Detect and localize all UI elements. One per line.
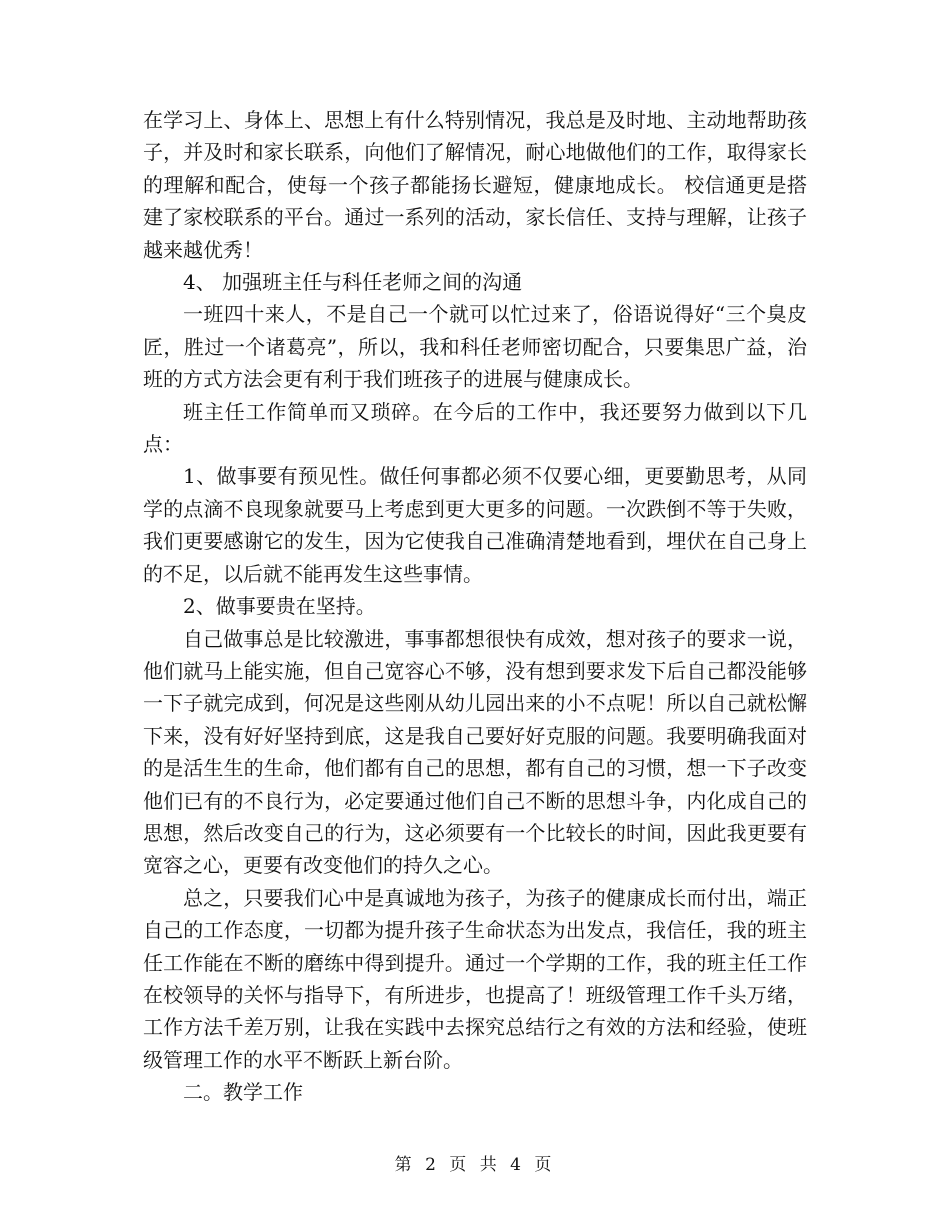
paragraph: 1、做事要有预见性。做任何事都必须不仅要心细，更要勤思考，从同学的点滴不良现象就要马上考虑到更大更多的问题。一次跌倒不等于失败，我们更要感谢它的发生，因为它使我自己准确清楚地看到，埋伏在自己身上的不足，以后就不能再发生这些事情。 — [143, 464, 807, 586]
section-heading: 4、 加强班主任与科任老师之间的沟通 — [183, 270, 523, 295]
page-number-footer: 第 2 页 共 4 页 — [394, 1155, 556, 1175]
section-heading: 二。教学工作 — [183, 1080, 303, 1105]
document-body — [143, 104, 807, 1109]
paragraph: 在学习上、身体上、思想上有什么特别情况，我总是及时地、主动地帮助孩子，并及时和家长联系，向他们了解情况，耐心地做他们的工作，取得家长的理解和配合，使每一个孩子都能扬长避短，健康地成长。 校信通更是搭建了家校联系的平台。通过一系列的活动，家长信任、支持与理解，让孩子越来越优秀！ — [143, 108, 807, 262]
paragraph: 自己做事总是比较激进，事事都想很快有成效，想对孩子的要求一说，他们就马上能实施，但自己宽容心不够，没有想到要求发下后自己都没能够一下子就完成到，何况是这些刚从幼儿园出来的小不点呢！所以自己就松懈下来，没有好好坚持到底，这是我自己要好好克服的问题。我要明确我面对的是活生生的生命，他们都有自己的思想，都有自己的习惯，想一下子改变他们已有的不良行为，必定要通过他们自己不断的思想斗争，内化成自己的思想，然后改变自己的行为，这必须要有一个比较长的时间，因此我更要有宽容之心，更要有改变他们的持久之心。 — [143, 626, 807, 878]
section-heading: 2、做事要贵在坚持。 — [183, 594, 376, 619]
paragraph: 一班四十来人，不是自己一个就可以忙过来了，俗语说得好“三个臭皮匠，胜过一个诸葛亮”，所以，我和科任老师密切配合，只要集思广益，治班的方式方法会更有利于我们班孩子的进展与健康成长。 — [143, 302, 807, 392]
paragraph: 总之，只要我们心中是真诚地为孩子，为孩子的健康成长而付出，端正自己的工作态度，一切都为提升孩子生命状态为出发点，我信任，我的班主任工作能在不断的磨练中得到提升。通过一个学期的工作，我的班主任工作在校领导的关怀与指导下，有所进步，也提高了！班级管理工作千头万绪，工作方法千差万别，让我在实践中去探究总结行之有效的方法和经验，使班级管理工作的水平不断跃上新台阶。 — [143, 885, 807, 1072]
paragraph: 班主任工作简单而又琐碎。在今后的工作中，我还要努力做到以下几点： — [143, 399, 807, 457]
